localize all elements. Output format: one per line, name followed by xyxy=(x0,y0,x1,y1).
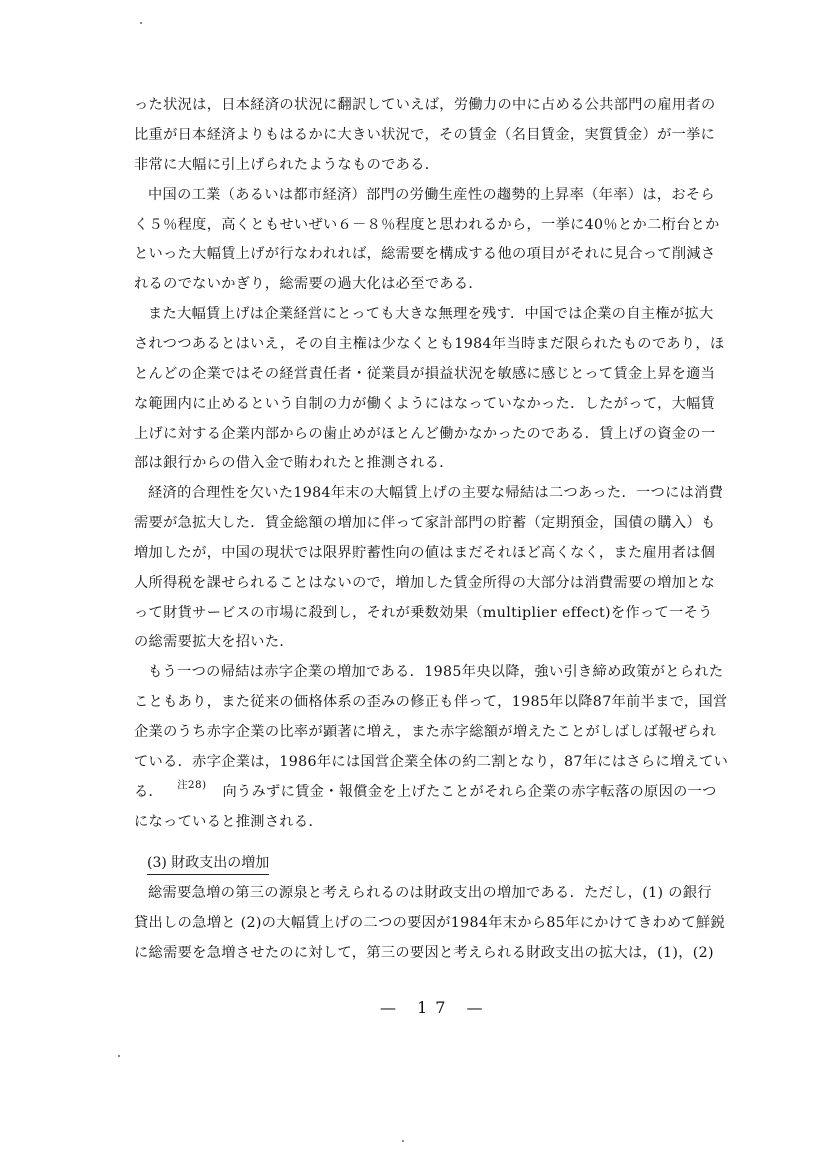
text-line: 人所得税を課せられることはないので，増加した賃金所得の大部分は消費需要の増加とな xyxy=(134,575,716,591)
text-line: 中国の工業（あるいは都市経済）部門の労働生産性の趨勢的上昇率（年率）は，おそら xyxy=(148,187,715,203)
text-line: に総需要を急増させたのに対して，第三の要因と考えられる財政支出の拡大は，(1)，(2) xyxy=(134,945,714,961)
text-line: の総需要拡大を招いた． xyxy=(134,634,294,650)
text-line: 上げに対する企業内部からの歯止めがほとんど働かなかったのである．賃上げの資金の一 xyxy=(134,426,716,442)
scan-speck xyxy=(402,1140,404,1142)
text-line: 企業のうち赤字企業の比率が顕著に増え，また赤字総額が増えたことがしばしば報ぜられ xyxy=(134,724,717,740)
text-line: 需要が急拡大した．賃金総額の増加に伴って家計部門の貯蓄（定期預金，国債の購入）も xyxy=(134,515,716,531)
text-line: った状況は，日本経済の状況に翻訳していえば，労働力の中に占める公共部門の雇用者の xyxy=(134,97,716,113)
text-line: といった大幅賃上げが行なわれれば，総需要を構成する他の項目がそれに見合って削減さ xyxy=(134,246,716,262)
text-line: こともあり，また従来の価格体系の歪みの修正も伴って，1985年以降87年前半まで，国営 xyxy=(134,694,728,710)
text-line: 経済的合理性を欠いた1984年末の大幅賃上げの主要な帰結は二つあった．一つには消費 xyxy=(148,485,724,501)
scan-speck xyxy=(140,22,142,24)
footnote-marker: 注28) xyxy=(177,779,207,791)
text-line: もう一つの帰結は赤字企業の増加である．1985年央以降，強い引き締め政策がとられた xyxy=(148,664,724,680)
text-line: 非常に大幅に引上げられたようなものである． xyxy=(134,157,440,173)
section-heading: (3) 財政支出の増加 xyxy=(147,853,269,875)
text-line: 貸出しの急増と (2)の大幅賃上げの二つの要因が1984年末から85年にかけてきわめて鮮鋭 xyxy=(134,915,726,931)
page-number: — 17 — xyxy=(380,998,491,1017)
text-line: 総需要急増の第三の源泉と考えられるのは財政支出の増加である．ただし，(1) の銀行 xyxy=(148,885,712,901)
text-line: 比重が日本経済よりもはるかに大きい状況で，その賃金（名目賃金，実質賃金）が一挙に xyxy=(134,127,716,143)
text-line: になっていると推測される． xyxy=(134,814,323,830)
text-line xyxy=(134,779,734,803)
text-line: また大幅賃上げは企業経営にとっても大きな無理を残す．中国では企業の自主権が拡大 xyxy=(148,306,714,322)
line-text: 向うみずに賃金・報償金を上げたことがそれら企業の赤字転落の原因の一つ xyxy=(222,784,717,800)
text-line: って財貨サービスの市場に殺到し，それが乗数効果（multiplier effect)を作って一そう xyxy=(134,605,713,621)
text-line: れるのでないかぎり，総需要の過大化は必至である． xyxy=(134,276,483,292)
text-line: 増加したが，中国の現状では限界貯蓄性向の値はまだそれほど高くなく，また雇用者は個 xyxy=(134,545,716,561)
line-prefix: る． xyxy=(134,784,164,800)
text-line: 部は銀行からの借入金で賄われたと推測される． xyxy=(134,455,454,471)
text-line: な範囲内に止めるという自制の力が働くようにはなっていなかった．したがって，大幅賃 xyxy=(134,396,716,412)
text-line: く５％程度，高くともせいぜい６－８％程度と思われるから，一挙に40％とか二桁台とか xyxy=(134,217,720,233)
scan-speck xyxy=(118,1055,120,1057)
text-line: されつつあるとはいえ，その自主権は少なくとも1984年当時まだ限られたものであり，ほ xyxy=(134,336,725,352)
text-line: ている．赤字企業は，1986年には国営企業全体の約二割となり，87年にはさらに増えてい xyxy=(134,754,729,770)
text-line: とんどの企業ではその経営責任者・従業員が損益状況を敏感に感じとって賃金上昇を適当 xyxy=(134,366,716,382)
